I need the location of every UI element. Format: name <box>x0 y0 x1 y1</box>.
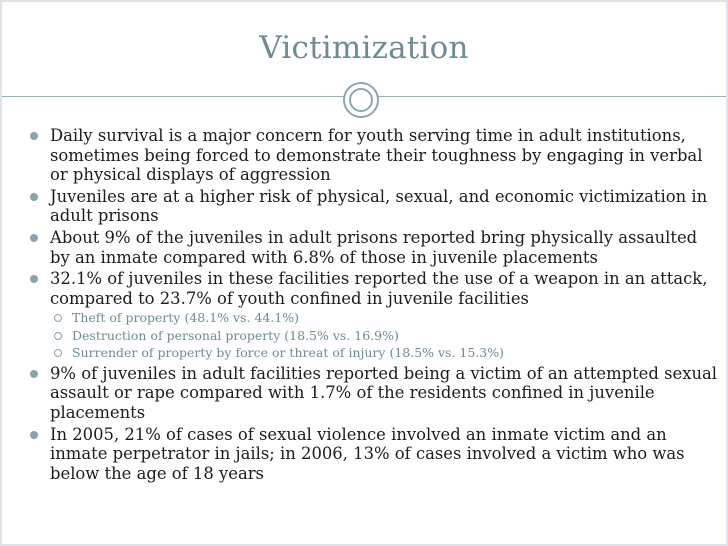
bullet-item <box>18 228 718 267</box>
bullet-list <box>18 126 718 483</box>
hollow-bullet-icon <box>54 332 62 340</box>
ring-ornament-icon <box>343 82 379 118</box>
bullet-text: About 9% of the juveniles in adult prisons reported bring physically assaulted by an inmate compared with 6.8% of those in juvenile placements <box>50 227 698 267</box>
bullet-icon <box>30 132 38 140</box>
hollow-bullet-icon <box>54 349 62 357</box>
bullet-item <box>18 269 718 362</box>
bullet-icon <box>30 275 38 283</box>
title-area <box>2 2 726 94</box>
bullet-icon <box>30 234 38 242</box>
bullet-text: 9% of juveniles in adult facilities reported being a victim of an attempted sexual assault or rape compared with 1.7% of the residents confined in juvenile placements <box>50 363 718 423</box>
sub-bullet-text: Theft of property (48.1% vs. 44.1%) <box>72 310 300 326</box>
bullet-text: 32.1% of juveniles in these facilities reported the use of a weapon in an attack, compared to 23.7% of youth confined in juvenile facilities <box>50 269 708 308</box>
bullet-item <box>18 425 718 484</box>
bullet-text: Daily survival is a major concern for youth serving time in adult institutions, sometimes being forced to demonstrate their toughness by engaging in verbal or physical displays of aggression <box>50 126 703 185</box>
bullet-text: Juveniles are at a higher risk of physical, sexual, and economic victimization in adult prisons <box>50 186 708 226</box>
sub-bullet-item <box>50 327 718 345</box>
sub-bullet-item <box>50 309 718 327</box>
bullet-item <box>18 364 718 423</box>
inner-ring-icon <box>349 88 373 112</box>
sub-bullet-text: Surrender of property by force or threat of injury (18.5% vs. 15.3%) <box>72 345 505 361</box>
slide-title: Victimization <box>259 30 469 66</box>
bullet-icon <box>30 193 38 201</box>
sub-bullet-text: Destruction of personal property (18.5% vs. 16.9%) <box>72 327 399 343</box>
bullet-icon <box>30 431 38 439</box>
bullet-text: In 2005, 21% of cases of sexual violence involved an inmate victim and an inmate perpetrator in jails; in 2006, 13% of cases involved a victim who was below the age of 18 years <box>50 424 685 483</box>
sub-bullet-item <box>50 344 718 362</box>
bullet-icon <box>30 370 38 378</box>
bullet-item <box>18 187 718 226</box>
sub-bullet-list <box>50 309 718 362</box>
hollow-bullet-icon <box>54 314 62 322</box>
slide-content <box>18 126 718 485</box>
bullet-item <box>18 126 718 185</box>
